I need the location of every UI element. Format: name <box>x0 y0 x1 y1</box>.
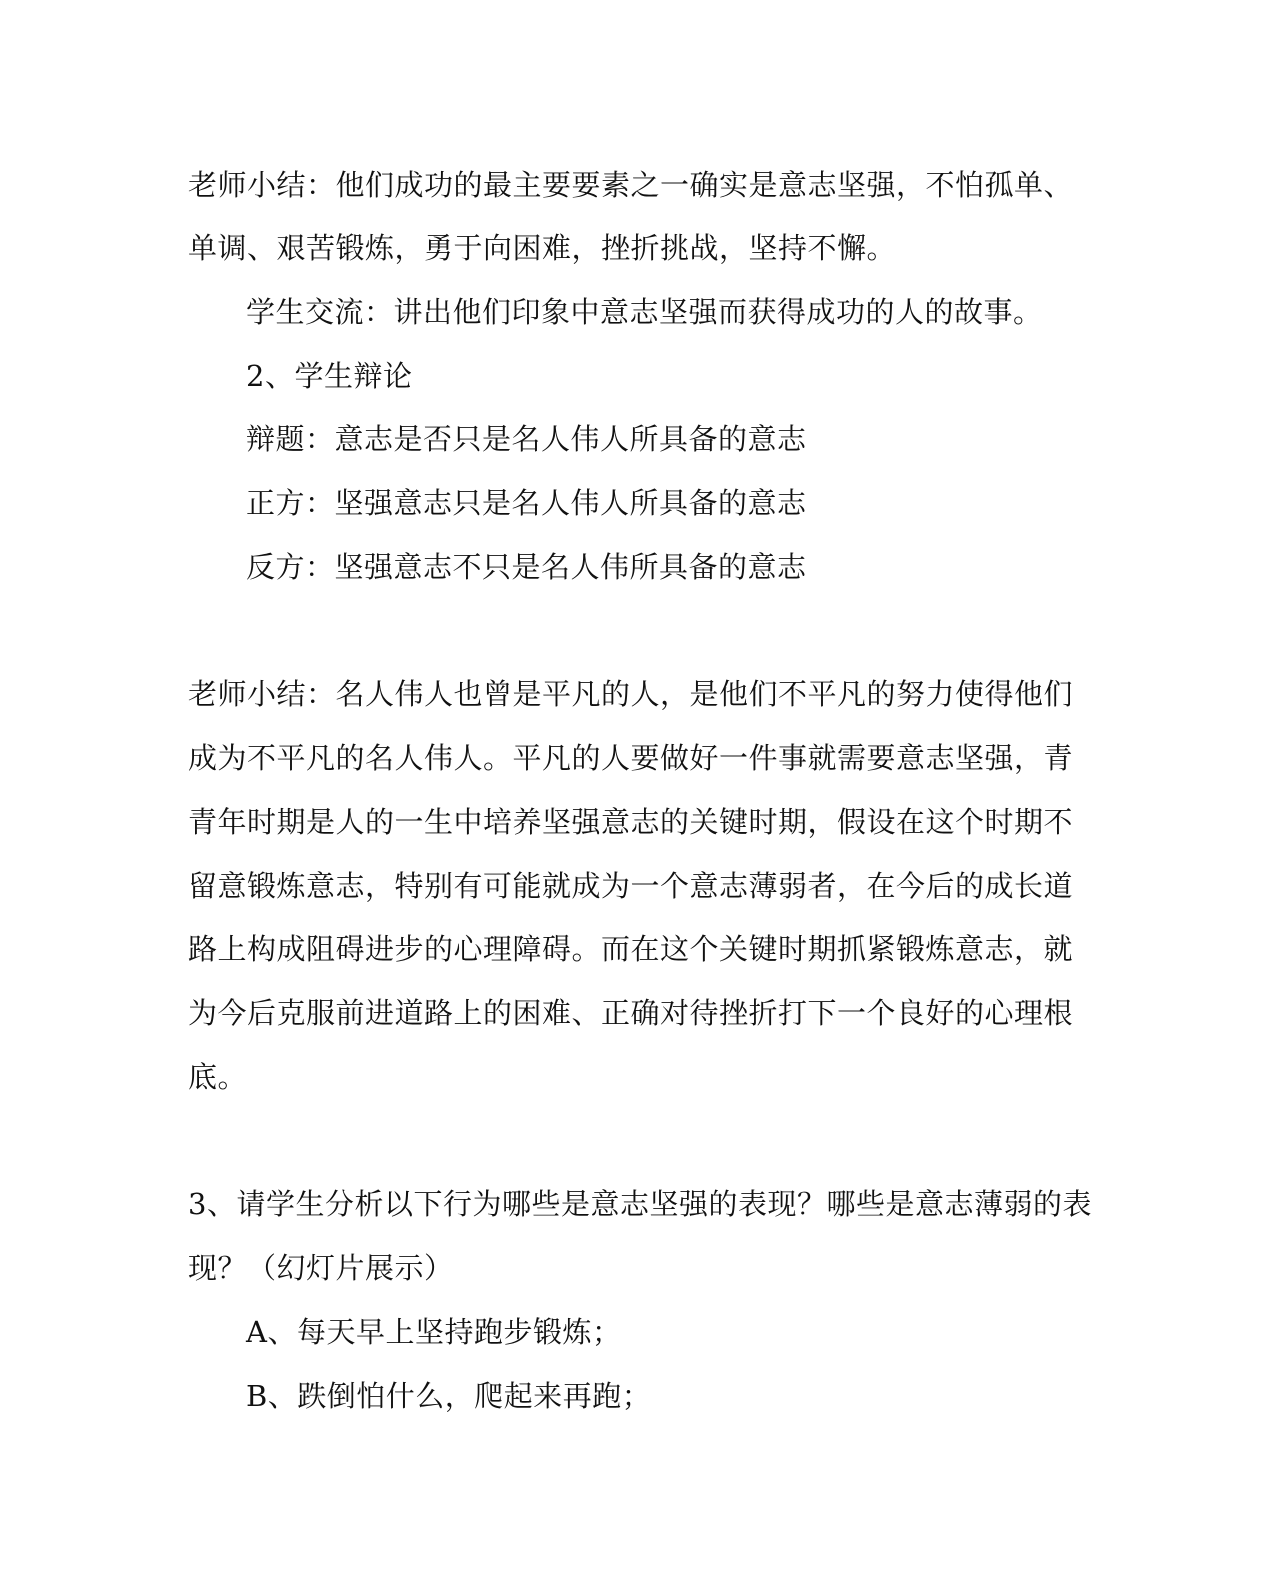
negative-line: 反方：坚强意志不只是名人伟所具备的意志 <box>246 550 807 584</box>
summary-1-line-2: 单调、艰苦锻炼，勇于向困难，挫折挑战，坚持不懈。 <box>188 231 897 265</box>
summary-1-line-1: 老师小结：他们成功的最主要要素之一确实是意志坚强，不怕孤单、 <box>188 168 1074 202</box>
section-2-heading: 2、学生辩论 <box>246 359 413 393</box>
section-3-line-2: 现？（幻灯片展示） <box>188 1251 454 1285</box>
summary-2-line-3: 青年时期是人的一生中培养坚强意志的关键时期，假设在这个时期不 <box>188 805 1074 839</box>
student-exchange-line: 学生交流：讲出他们印象中意志坚强而获得成功的人的故事。 <box>246 295 1043 329</box>
summary-2-line-1: 老师小结：名人伟人也曾是平凡的人，是他们不平凡的努力使得他们 <box>188 677 1074 711</box>
summary-2-line-6: 为今后克服前进道路上的困难、正确对待挫折打下一个良好的心理根 <box>188 996 1074 1030</box>
summary-2-line-5: 路上构成阻碍进步的心理障碍。而在这个关键时期抓紧锻炼意志，就 <box>188 932 1074 966</box>
summary-2-line-4: 留意锻炼意志，特别有可能就成为一个意志薄弱者，在今后的成长道 <box>188 869 1074 903</box>
summary-2-line-7: 底。 <box>188 1060 248 1094</box>
summary-2-line-2: 成为不平凡的名人伟人。平凡的人要做好一件事就需要意志坚强，青 <box>188 741 1074 775</box>
item-b-line: B、跌倒怕什么，爬起来再跑； <box>246 1379 652 1413</box>
section-3-line-1: 3、请学生分析以下行为哪些是意志坚强的表现？哪些是意志薄弱的表 <box>188 1187 1092 1221</box>
debate-topic-line: 辩题：意志是否只是名人伟人所具备的意志 <box>246 422 807 456</box>
affirmative-line: 正方：坚强意志只是名人伟人所具备的意志 <box>246 486 807 520</box>
item-a-line: A、每天早上坚持跑步锻炼； <box>246 1315 622 1349</box>
